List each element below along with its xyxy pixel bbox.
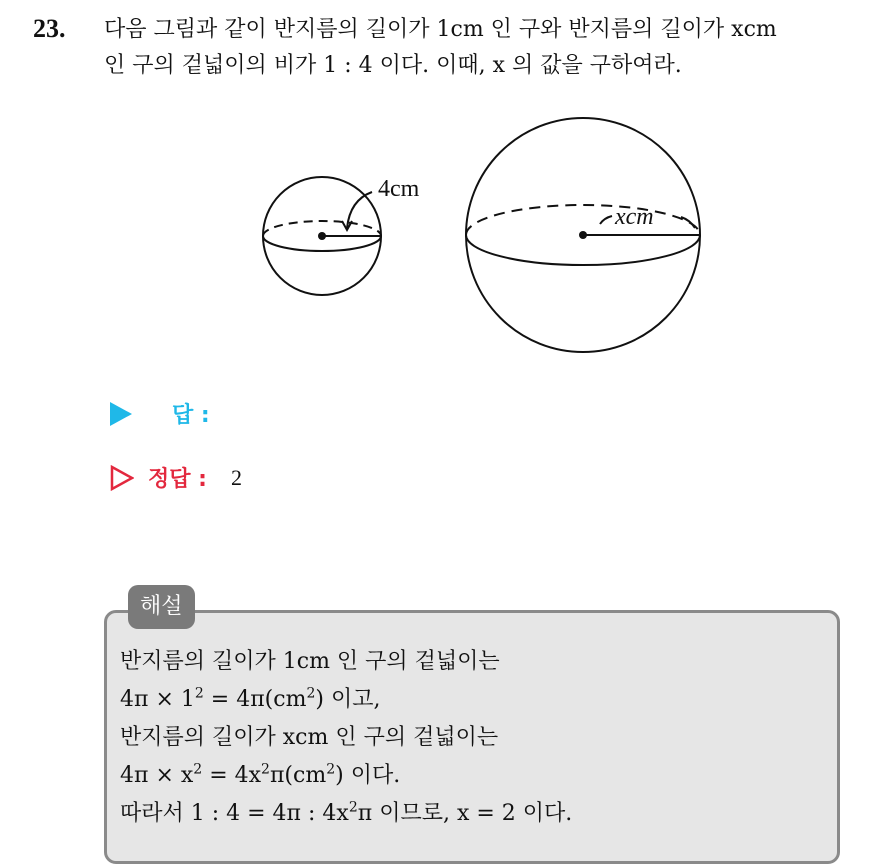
correct-answer-label: 정답 : bbox=[148, 467, 207, 492]
question-text-line-2: 인 구의 겉넓이의 비가 1 : 4 이다. 이때, x 의 값을 구하여라. bbox=[104, 53, 682, 78]
large-sphere-label: xcm bbox=[615, 204, 654, 230]
solution-line-5: 따라서 1 : 4 = 4π : $4x^2\pi$ 이므로, x = 2 이다. bbox=[120, 799, 573, 826]
solution-line-4: $4\pi \times x^2 = 4x^2\pi(cm^2)$ 이다. bbox=[120, 761, 401, 788]
spheres-figure bbox=[0, 0, 884, 400]
solution-tag: 해설 bbox=[128, 585, 195, 629]
play-icon bbox=[110, 402, 132, 426]
correct-answer-value: 2 bbox=[230, 464, 242, 490]
answer-label: 답 : bbox=[172, 403, 210, 428]
solution-line-2: $4\pi \times 1^2 = 4\pi(cm^2)$ 이고, bbox=[120, 685, 381, 712]
outline-triangle-icon bbox=[110, 465, 134, 491]
large-sphere-center bbox=[579, 231, 587, 239]
small-sphere-label: 4cm bbox=[378, 176, 420, 202]
question-text-line-1: 다음 그림과 같이 반지름의 길이가 1cm 인 구와 반지름의 길이가 xcm bbox=[104, 17, 777, 42]
solution-line-3: 반지름의 길이가 xcm 인 구의 겉넓이는 bbox=[120, 725, 499, 750]
small-sphere-center bbox=[318, 232, 326, 240]
correct-answer-row bbox=[110, 462, 242, 493]
question-number: 23. bbox=[33, 14, 66, 43]
solution-line-1: 반지름의 길이가 1cm 인 구의 겉넓이는 bbox=[120, 649, 500, 674]
answer-row bbox=[110, 398, 210, 429]
